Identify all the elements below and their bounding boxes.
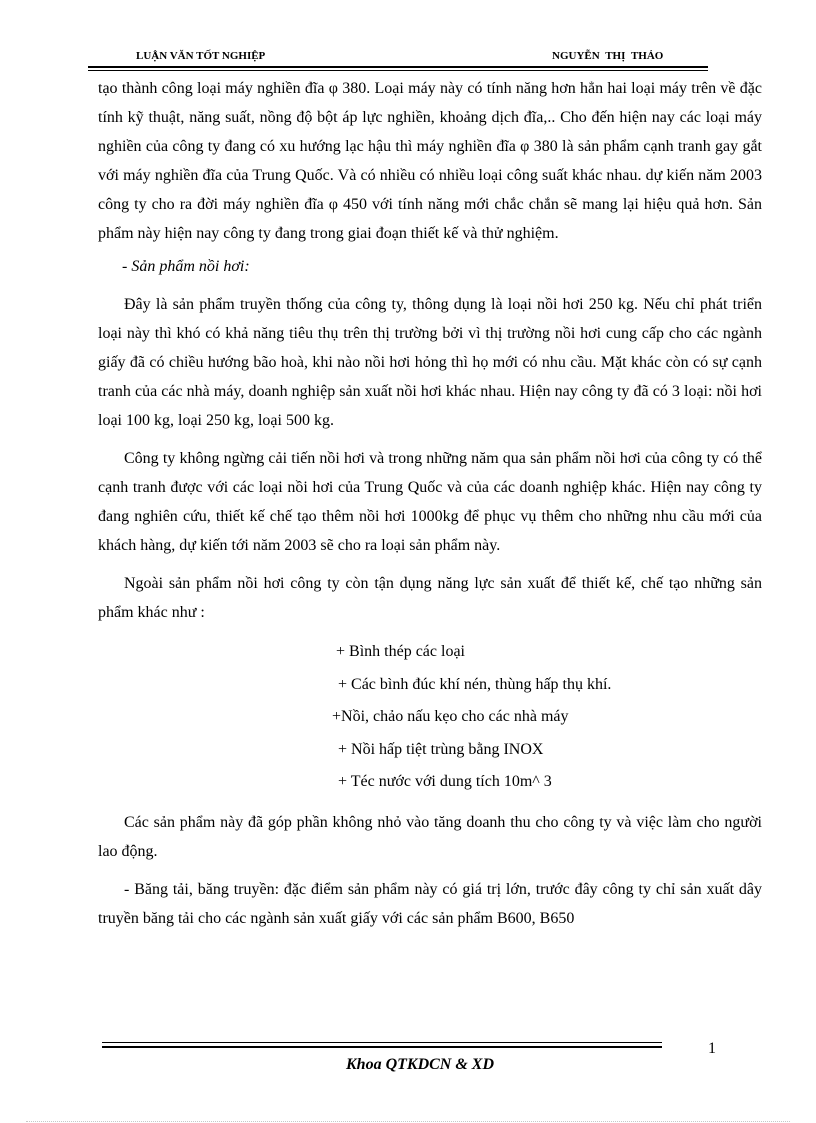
paragraph-disc-refiner: tạo thành công loại máy nghiền đĩa φ 380. Loại máy này có tính năng hơn hẳn hai loại máy trên về đặc tính kỹ thuật, năng suất, nồng độ bột áp lực nghiền, khoảng dịch đĩa,.. Cho đến hiện nay các loại máy nghiền của công ty đang có xu hướng lạc hậu thì máy nghiền đĩa φ 380 là sản phẩm cạnh tranh gay gắt với máy nghiền đĩa của Trung Quốc. Và có nhiều có nhiều loại công suất khác nhau. dự kiến năm 2003 công ty cho ra đời máy nghiền đĩa φ 450 với tính năng mới chắc chắn sẽ mang lại hiệu quả hơn. Sản phẩm này hiện nay công ty đang trong giai đoạn thiết kế và thử nghiệm. xyxy=(98,80,762,242)
footer-rule-top xyxy=(102,1042,662,1043)
subheading-boiler: - Sản phẩm nồi hơi: xyxy=(122,258,250,275)
footer-rule-bottom xyxy=(102,1046,662,1048)
list-item: + Nồi hấp tiệt trùng bằng INOX xyxy=(338,740,544,758)
list-item: + Bình thép các loại xyxy=(336,643,465,660)
paragraph-other-products: Ngoài sản phẩm nồi hơi công ty còn tận dụng năng lực sản xuất để thiết kế, chế tạo những sản phẩm khác như : xyxy=(98,575,762,621)
page-edge-dotted-line xyxy=(26,1121,790,1122)
header-rule-top xyxy=(88,66,708,68)
paragraph-contribution: Các sản phẩm này đã góp phần không nhỏ vào tăng doanh thu cho công ty và việc làm cho người lao động. xyxy=(98,813,762,860)
footer-text: Khoa QTKDCN & XD xyxy=(346,1056,495,1073)
page-number: 1 xyxy=(708,1040,716,1057)
header-title: LUẬN VĂN TỐT NGHIỆP xyxy=(136,50,266,62)
product-list xyxy=(98,636,762,799)
paragraph-boiler-improvement: Công ty không ngừng cải tiến nồi hơi và trong những năm qua sản phẩm nồi hơi của công ty có thể cạnh tranh được với các loại nồi hơi của Trung Quốc và của các doanh nghiệp khác. Hiện nay công ty đang nghiên cứu, thiết kế chế tạo thêm nồi hơi 1000kg để phục vụ thêm cho những nhu cầu mới của khách hàng, dự kiến tới năm 2003 sẽ cho ra loại sản phẩm này. xyxy=(98,450,762,554)
page-body xyxy=(98,74,762,933)
paragraph-conveyor: - Băng tải, băng truyền: đặc điểm sản phẩm này có giá trị lớn, trước đây công ty chỉ sản xuất dây truyền băng tải cho các ngành sản xuất giấy với các sản phẩm B600, B650 xyxy=(98,880,762,927)
list-item: +Nồi, chảo nấu kẹo cho các nhà máy xyxy=(332,708,569,725)
header-rule-bottom xyxy=(88,70,708,71)
list-item: + Téc nước với dung tích 10m^ 3 xyxy=(338,773,552,790)
header-author: NGUYỄN THỊ THẢO xyxy=(552,50,664,62)
list-item: + Các bình đúc khí nén, thùng hấp thụ khí. xyxy=(338,675,612,693)
paragraph-boiler-intro: Đây là sản phẩm truyền thống của công ty, thông dụng là loại nồi hơi 250 kg. Nếu chỉ phát triển loại này thì khó có khả năng tiêu thụ trên thị trường bởi vì thị trường nồi hơi cung cấp cho các ngành giấy đã có chiều hướng bão hoà, khi nào nồi hơi hỏng thì họ mới có nhu cầu. Mặt khác còn có sự cạnh tranh của các nhà máy, doanh nghiệp sản xuất nồi hơi khác nhau. Hiện nay công ty đã có 3 loại: nồi hơi loại 100 kg, loại 250 kg, loại 500 kg. xyxy=(98,296,762,429)
